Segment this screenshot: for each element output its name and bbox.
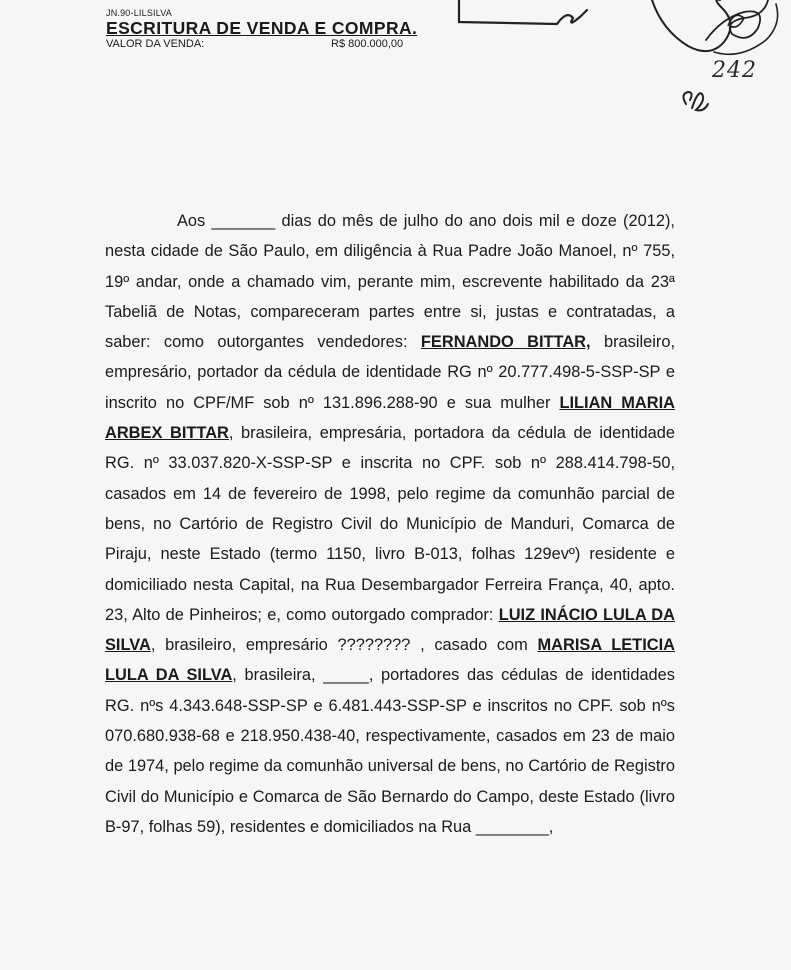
deed-body	[105, 206, 675, 842]
document-header	[106, 8, 446, 50]
blank-street-field: ________	[475, 817, 549, 836]
folio-number: 242	[712, 58, 757, 83]
deed-text-location: dias do mês de julho do ano dois mil e doze (2012), nesta cidade de São Paulo, em diligência à Rua Padre João Manoel, nº 755, 19º andar, onde a chamado vim, perante mim, escrevente habilitado da 23ª Tabeliã de Notas, compareceram partes entre si, justas e contratadas, a saber: como outorgantes vendedores:	[105, 212, 675, 352]
blank-day-field: _______	[211, 212, 276, 230]
sale-value-amount: R$ 800.000,00	[331, 38, 404, 50]
deed-text-seller2-details: , brasileira, empresária, portadora da cédula de identidade RG. nº 33.037.820-X-SSP-SP e inscrita no CPF. sob nº 288.414.798-50, casados em 14 de fevereiro de 1998, pelo regime da comunhão parcial de bens, no Cartório de Registro Civil do Município de Manduri, Comarca de Piraju, neste Estado (termo 1150, livro B-013, folhas 129evº) residente e domiciliado nesta Capital, na Rua Desembargador Ferreira França, 40, apto. 23, Alto de Pinheiros; e, como outorgado comprador:	[105, 424, 675, 624]
signature-mark-left	[455, 0, 595, 34]
buyer-name-1: LUIZ INÁCIO LULA DA SILVA	[105, 605, 675, 655]
deed-text-buyer2-nationality: , brasileira,	[232, 666, 324, 685]
deed-text-end: ,	[548, 817, 554, 836]
sale-value-label: VALOR DA VENDA:	[106, 38, 205, 50]
seller-name-2: LILIAN MARIA ARBEX BITTAR	[105, 393, 675, 443]
deed-text-seller1-details: brasileiro, empresário, portador da cédula de identidade RG nº 20.777.498-5-SSP-SP e inscrito no CPF/MF sob nº 131.896.288-90 e sua mulher	[105, 333, 675, 412]
sale-value-row	[106, 38, 436, 50]
buyer-name-2: MARISA LETICIA LULA DA SILVA	[105, 636, 675, 685]
signature-mark-right	[648, 0, 791, 64]
deed-text-intro: Aos	[177, 212, 212, 230]
blank-profession-field: _____	[323, 666, 369, 685]
deed-text-buyer1-details: , brasileiro, empresário ???????? , casado com	[150, 636, 538, 655]
document-code: JN.90-LILSILVA	[106, 8, 172, 18]
deed-text-buyers-details: , portadores das cédulas de identidades RG. nºs 4.343.648-SSP-SP e 6.481.443-SSP-SP e inscritos no CPF. sob nºs 070.680.938-68 e 218.950.438-40, respectivamente, casados em 23 de maio de 1974, pelo regime da comunhão universal de bens, no Cartório de Registro Civil do Município e Comarca de São Bernardo do Campo, deste Estado (livro B-97, folhas 59), residentes e domiciliados na Rua	[105, 666, 675, 836]
deed-paragraph	[105, 206, 675, 842]
initials-mark	[678, 86, 718, 116]
document-title: ESCRITURA DE VENDA E COMPRA.	[106, 18, 418, 38]
seller-name-1: FERNANDO BITTAR,	[420, 333, 591, 352]
